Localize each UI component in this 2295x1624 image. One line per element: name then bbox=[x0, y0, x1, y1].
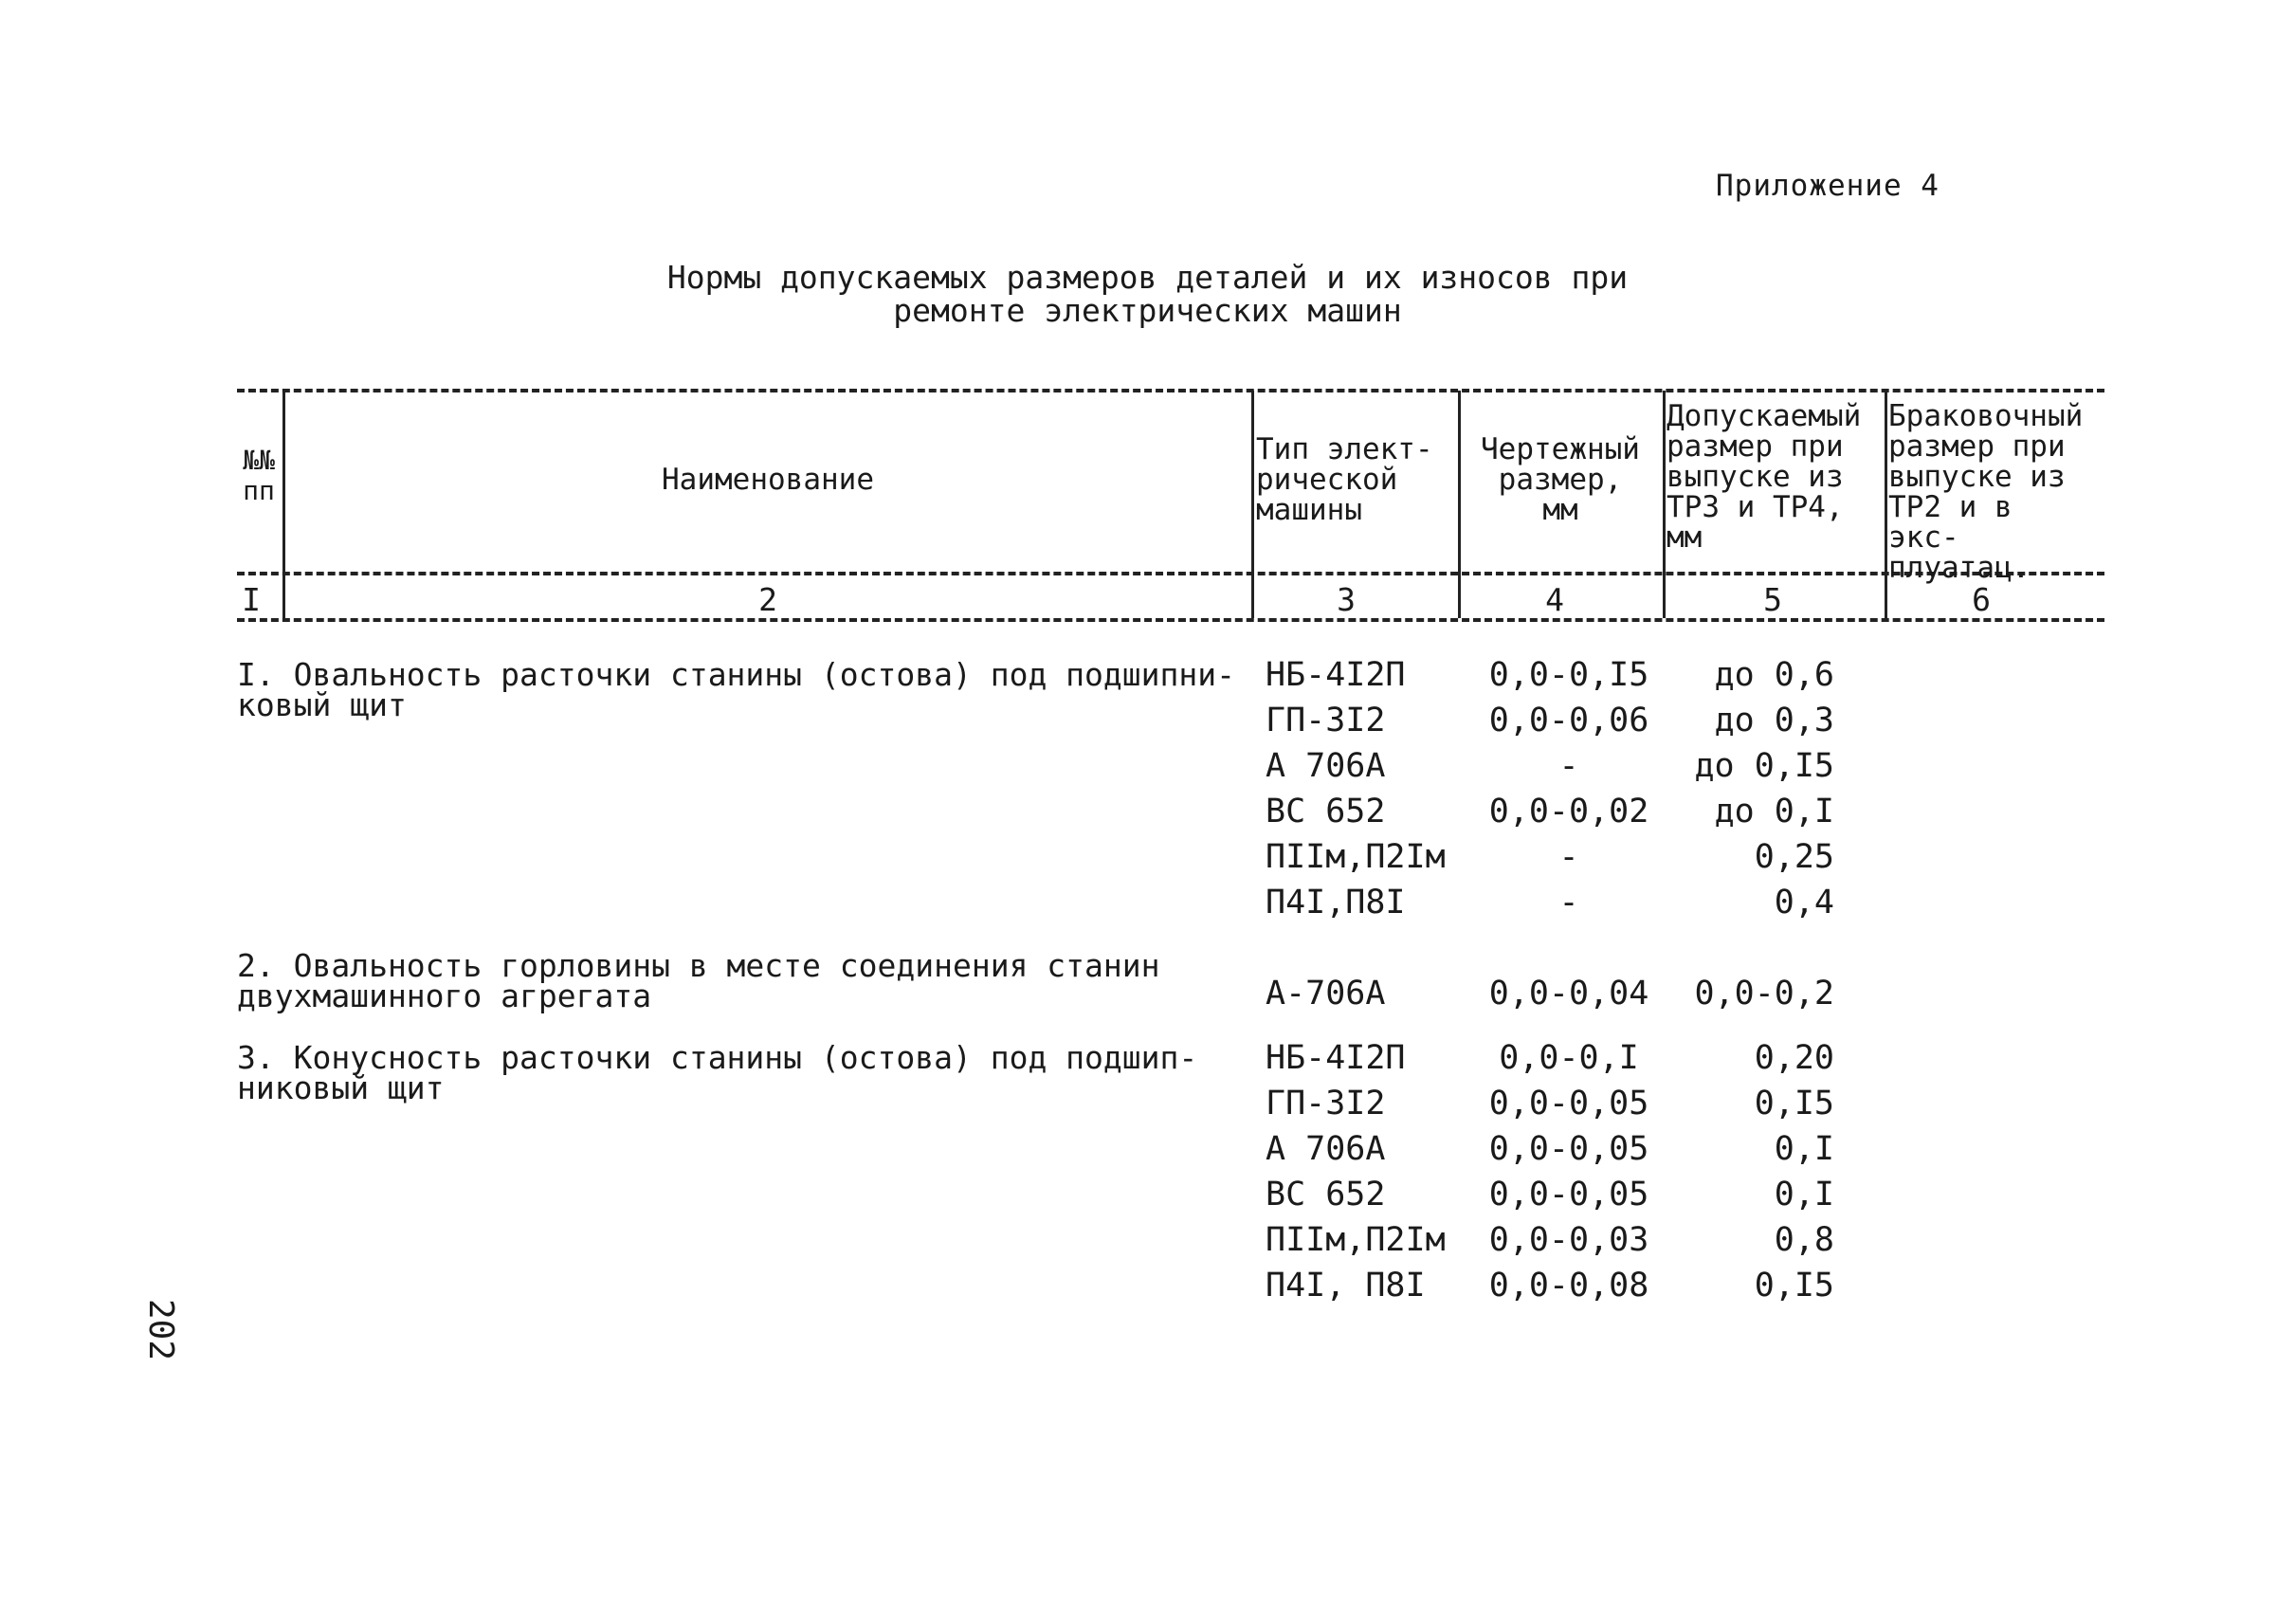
item-2-name: 2. Овальность горловины в месте соединения станин двухмашинного агрегата bbox=[237, 947, 1160, 1014]
item-1-row-5-type: ПIIм,П2Iм bbox=[1266, 838, 1446, 876]
col-divider-4 bbox=[1663, 391, 1666, 618]
item-3-row-6-drawing: 0,0-0,08 bbox=[1488, 1267, 1649, 1305]
item-3-row-4-type: ВС 652 bbox=[1266, 1176, 1386, 1213]
item-1-name: I. Овальность расточки станины (остова) под подшипни- ковый щит bbox=[237, 656, 1235, 723]
item-3-row-6-type: П4I, П8I bbox=[1266, 1267, 1426, 1305]
header-drawing-size: Чертежный размер, мм bbox=[1481, 432, 1640, 527]
item-3-row-5-drawing: 0,0-0,03 bbox=[1488, 1221, 1649, 1259]
header-top-rule bbox=[237, 389, 2104, 392]
item-1-row-6-drawing: - bbox=[1558, 884, 1579, 921]
item-1-row-2-type: ГП-3I2 bbox=[1266, 702, 1386, 739]
item-3-row-2-allowed: 0,I5 bbox=[1754, 1085, 1834, 1122]
item-3-name: 3. Конусность расточки станины (остова) под подшип- никовый щит bbox=[237, 1039, 1198, 1106]
header-allowed-size: Допускаемый размер при выпуске из ТР3 и ТР4, мм bbox=[1667, 399, 1862, 555]
item-3-row-3-drawing: 0,0-0,05 bbox=[1488, 1130, 1649, 1168]
item-1-row-4-type: ВС 652 bbox=[1266, 793, 1386, 830]
item-1-row-4-drawing: 0,0-0,02 bbox=[1488, 793, 1649, 830]
item-1-row-3-allowed: до 0,I5 bbox=[1694, 747, 1834, 785]
table-title-line1: Нормы допускаемых размеров деталей и их износов при bbox=[666, 259, 1629, 296]
header-name: Наименование bbox=[662, 463, 874, 497]
column-number-2: 2 bbox=[758, 581, 777, 618]
column-number-4: 4 bbox=[1545, 581, 1564, 618]
col-divider-2 bbox=[1251, 391, 1254, 618]
item-2-row-1-allowed: 0,0-0,2 bbox=[1694, 975, 1834, 1013]
column-number-6: 6 bbox=[1972, 581, 1991, 618]
item-1-row-1-drawing: 0,0-0,I5 bbox=[1488, 656, 1649, 694]
item-1-row-3-drawing: - bbox=[1558, 747, 1579, 785]
item-3-row-3-type: А 706А bbox=[1266, 1130, 1386, 1168]
header-middle-rule bbox=[237, 572, 2104, 575]
header-machine-type: Тип элект- рической машины bbox=[1256, 432, 1433, 527]
item-1-row-6-allowed: 0,4 bbox=[1774, 884, 1834, 921]
item-3-row-4-allowed: 0,I bbox=[1774, 1176, 1834, 1213]
item-3-row-4-drawing: 0,0-0,05 bbox=[1488, 1176, 1649, 1213]
item-1-row-5-allowed: 0,25 bbox=[1754, 838, 1834, 876]
item-1-row-1-type: НБ-4I2П bbox=[1266, 656, 1406, 694]
header-bottom-rule bbox=[237, 618, 2104, 622]
column-number-5: 5 bbox=[1763, 581, 1782, 618]
item-1-row-5-drawing: - bbox=[1558, 838, 1579, 876]
item-1-row-3-type: А 706А bbox=[1266, 747, 1386, 785]
header-number: №№ пп bbox=[243, 445, 275, 506]
item-3-row-5-type: ПIIм,П2Iм bbox=[1266, 1221, 1446, 1259]
column-number-3: 3 bbox=[1337, 581, 1356, 618]
item-3-row-2-type: ГП-3I2 bbox=[1266, 1085, 1386, 1122]
column-number-1: I bbox=[242, 581, 261, 618]
item-3-row-1-drawing: 0,0-0,I bbox=[1499, 1039, 1639, 1077]
appendix-label: Приложение 4 bbox=[1716, 169, 1940, 203]
col-divider-5 bbox=[1885, 391, 1887, 618]
col-divider-1 bbox=[282, 391, 285, 618]
item-3-row-1-allowed: 0,20 bbox=[1754, 1039, 1834, 1077]
item-2-row-1-type: А-706А bbox=[1266, 975, 1386, 1013]
item-1-row-1-allowed: до 0,6 bbox=[1714, 656, 1834, 694]
item-3-row-1-type: НБ-4I2П bbox=[1266, 1039, 1406, 1077]
item-1-row-2-drawing: 0,0-0,06 bbox=[1488, 702, 1649, 739]
item-3-row-3-allowed: 0,I bbox=[1774, 1130, 1834, 1168]
item-1-row-2-allowed: до 0,3 bbox=[1714, 702, 1834, 739]
page-number: 202 bbox=[141, 1299, 180, 1361]
item-3-row-5-allowed: 0,8 bbox=[1774, 1221, 1834, 1259]
item-1-row-4-allowed: до 0,I bbox=[1714, 793, 1834, 830]
item-3-row-6-allowed: 0,I5 bbox=[1754, 1267, 1834, 1305]
item-3-row-2-drawing: 0,0-0,05 bbox=[1488, 1085, 1649, 1122]
item-2-row-1-drawing: 0,0-0,04 bbox=[1488, 975, 1649, 1013]
header-reject-size: Браковочный размер при выпуске из ТР2 и в экс- плуатац. bbox=[1888, 399, 2084, 585]
item-1-row-6-type: П4I,П8I bbox=[1266, 884, 1406, 921]
table-title-line2: ремонте электрических машин bbox=[893, 292, 1402, 329]
